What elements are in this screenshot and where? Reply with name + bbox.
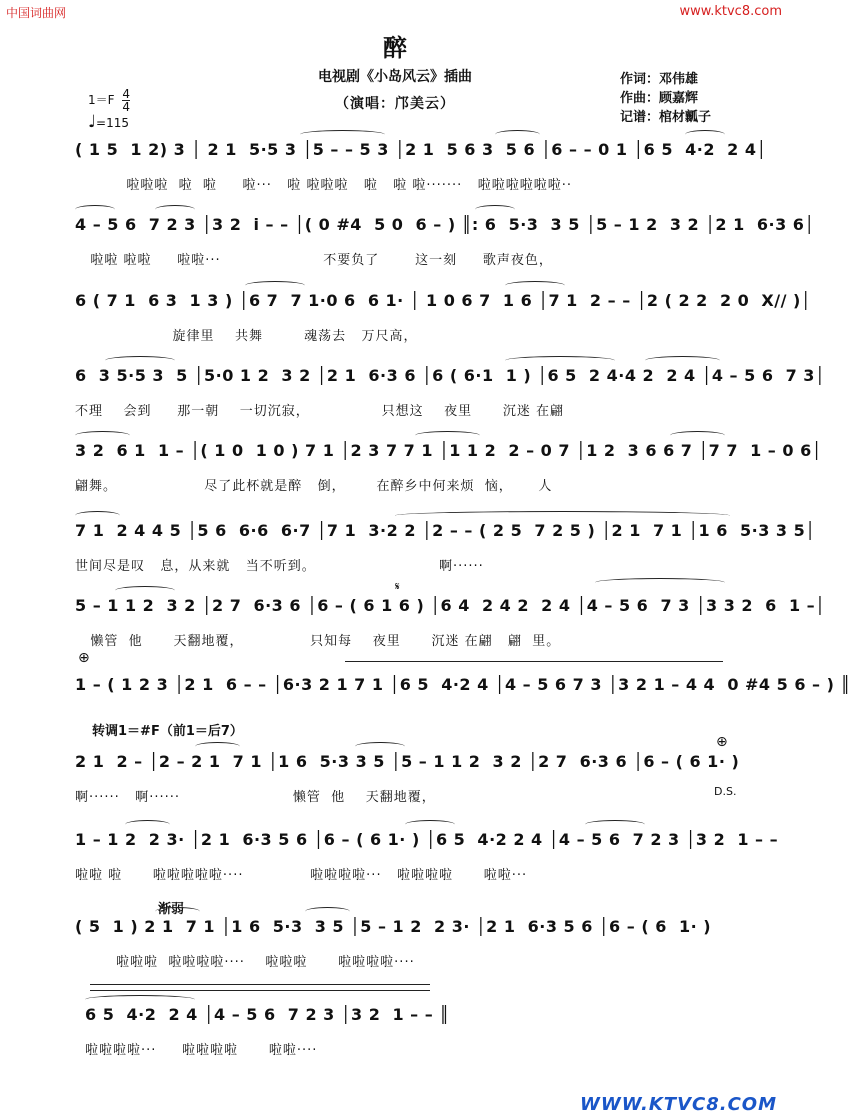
lyric-row: 懒管 他 天翻地覆， 只知每 夜里 沉迷 在翩 翩 里。 [75,634,561,649]
lyric-row: 不理 会到 那一朝 一切沉寂， 只想这 夜里 沉迷 在翩 [75,404,565,419]
dynamic-line [90,990,430,991]
gradual-marking: 渐弱 [158,902,185,917]
slur-mark [645,356,720,365]
slur-mark [405,820,455,829]
dynamic-line [90,984,430,985]
lyric-row: 啦啦 啦啦 啦啦··· 不要负了 这一刻 歌声夜色， [75,253,553,268]
time-bottom: 4 [122,100,131,114]
notation-row: ( 1 5 1 2) 3 │ 2 1 5·5 3 │5 – – 5 3 │2 1 5 6 3 5 6 │6 – – 0 1 │6 5 4·2 2 4│ [75,140,767,159]
lyric-row: 啦啦 啦 啦啦啦啦啦···· 啦啦啦啦··· 啦啦啦啦 啦啦··· [75,868,528,883]
slur-mark [505,281,565,290]
slur-mark [585,820,645,829]
slur-mark [395,511,730,520]
modulation-note: 转调1＝#F（前1＝后7） [92,724,243,739]
lyric-row: 旋律里 共舞 魂荡去 万尺高， [75,329,418,344]
slur-mark [685,130,725,139]
slur-mark [355,742,405,751]
notation-row: 4 – 5 6 7 2 3 │3 2 i – – │( 0 #4 5 0 6 – ) ║: 6 5·3 3 5 │5 – 1 2 3 2 │2 1 6·3 6│ [75,215,815,234]
slur-mark [155,907,200,916]
slur-mark [105,356,175,365]
notation-row: 3 2 6 1 1 – │( 1 0 1 0 ) 7 1 │2 3 7 7 1 │1 1 2 2 – 0 7 │1 2 3 6 6 7 │7 7 1 – 0 6│ [75,441,822,460]
slur-mark [415,431,480,440]
slur-mark [75,205,115,214]
slur-mark [305,907,350,916]
quarter-note-icon: ♩ [88,112,97,132]
slur-mark [125,820,170,829]
lyricist-credit: 作词：邓伟雄 [620,72,699,87]
ds-marking: D.S. [714,785,737,798]
slur-mark [670,431,725,440]
notation-row: 5 – 1 1 2 3 2 │2 7 6·3 6 │6 – ( 6 1 6 ) │6 4 2 4 2 2 4 │4 – 5 6 7 3 │3 3 2 6 1 –│ [75,596,826,615]
segno-icon: 𝄋 [395,580,400,593]
notation-row: 1 – ( 1 2 3 │2 1 6 – – │6·3 2 1 7 1 │6 5 4·2 4 │4 – 5 6 7 3 │3 2 1 – 4 4 0 #4 5 6 – ) ║ [75,675,851,694]
slur-mark [75,511,120,520]
credits-block [620,70,711,127]
slur-mark [300,130,385,139]
notation-row: 6 5 4·2 2 4 │4 – 5 6 7 2 3 │3 2 1 – – ║ [85,1005,450,1024]
slur-mark [475,205,515,214]
coda-icon: ⊕ [716,734,728,750]
slur-mark [195,742,240,751]
tempo-value: =115 [96,116,129,130]
singer-credit: （演唱：邝美云） [335,96,455,112]
watermark-right: www.ktvc8.com [679,4,782,19]
notation-row: 6 ( 7 1 6 3 1 3 ) │6 7 7 1·0 6 6 1· │ 1 0 6 7 1 6 │7 1 2 – – │2 ( 2 2 2 0 X// )│ [75,291,811,310]
lyric-row: 啦啦啦 啦啦啦啦···· 啦啦啦 啦啦啦啦···· [75,955,415,970]
notation-row: 7 1 2 4 4 5 │5 6 6·6 6·7 │7 1 3·2 2 │2 – – ( 2 5 7 2 5 ) │2 1 7 1 │1 6 5·3 3 5│ [75,521,816,540]
slur-mark [595,578,725,587]
notation-row: 1 – 1 2 2 3· │2 1 6·3 5 6 │6 – ( 6 1· ) │6 5 4·2 2 4 │4 – 5 6 7 2 3 │3 2 1 – – [75,830,779,849]
composer-credit: 作曲：顾嘉辉 [620,91,699,106]
notation-row: 6 3 5·5 3 5 │5·0 1 2 3 2 │2 1 6·3 6 │6 ( 6·1 1 ) │6 5 2 4·4 2 2 4 │4 – 5 6 7 3│ [75,366,826,385]
slur-mark [75,431,130,440]
tempo-marking [88,112,129,132]
song-subtitle: 电视剧《小岛风云》插曲 [318,69,472,85]
lyric-row: 啊······ 啊······ 懒管 他 天翻地覆， [75,790,436,805]
lyric-row: 啦啦啦啦··· 啦啦啦啦 啦啦···· [85,1043,318,1058]
song-title: 醉 [383,33,407,62]
key-label: 1＝F [88,93,115,107]
slur-mark [155,205,195,214]
key-signature [88,88,130,113]
transcriber-credit: 记谱：棺材瓤子 [620,110,712,125]
slur-mark [245,281,305,290]
slur-mark [495,130,540,139]
watermark-left: 中国词曲网 [6,6,67,20]
slur-mark [505,356,615,365]
time-top: 4 [122,87,131,101]
slur-mark [115,586,175,595]
notation-row: 2 1 2 – │2 – 2 1 7 1 │1 6 5·3 3 5 │5 – 1 1 2 3 2 │2 7 6·3 6 │6 – ( 6 1· ) [75,752,740,771]
lyric-row: 啦啦啦 啦 啦 啦··· 啦 啦啦啦 啦 啦 啦······· 啦啦啦啦啦啦·· [75,178,572,193]
time-signature [122,88,130,113]
notation-row: ( 5 1 ) 2 1 7 1 │1 6 5·3 3 5 │5 – 1 2 2 3· │2 1 6·3 5 6 │6 – ( 6 1· ) [75,917,712,936]
coda-icon: ⊕ [78,650,90,666]
slur-mark [85,995,195,1004]
lyric-row: 翩舞。 尽了此杯就是醉 倒， 在醉乡中何来烦 恼， 人 [75,479,553,494]
watermark-bottom: WWW.KTVC8.COM [580,1094,777,1115]
lyric-row: 世间尽是叹 息，从来就 当不听到。 啊······ [75,559,484,574]
volta-bracket [345,661,723,662]
